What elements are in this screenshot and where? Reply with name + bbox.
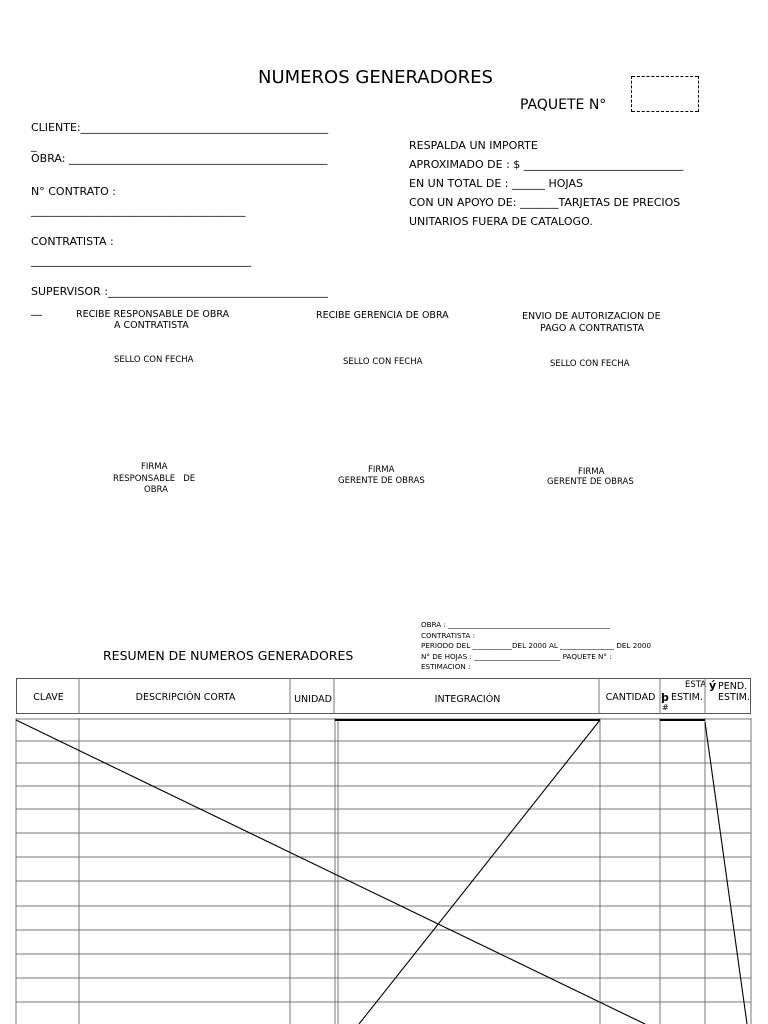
col-unidad-header: UNIDAD (294, 694, 332, 705)
importe-line-1: RESPALDA UN IMPORTE (409, 139, 538, 152)
col-pend-header-2: ESTIM. (718, 692, 750, 703)
summary-periodo: PERIODO DEL ___________DEL 2000 AL _______________ DEL 2000 (421, 641, 652, 650)
sig3-title-1: ENVIO DE AUTORIZACION DE (522, 311, 661, 322)
sig1-firma-3: OBRA (144, 485, 168, 495)
col-descripcion-header: DESCRIPCIÓN CORTA (135, 692, 236, 703)
col-estim-header: ESTIM. (671, 692, 703, 703)
hojas-line: EN UN TOTAL DE : ______ HOJAS (409, 177, 583, 190)
contratista-line: ________________________________________ (31, 254, 251, 267)
col-pend-header: PEND. (718, 681, 748, 692)
sig2-stamp: SELLO CON FECHA (343, 357, 423, 367)
cliente-trail: _ (31, 139, 37, 152)
sig1-firma-2: RESPONSABLE DE (113, 474, 196, 484)
contrato-line: _______________________________________ (31, 204, 246, 217)
sig1-title-2: A CONTRATISTA (114, 320, 189, 331)
supervisor-field: SUPERVISOR :________________________________________ (31, 285, 328, 298)
page-title: NUMEROS GENERADORES (258, 67, 493, 88)
col-clave-header: CLAVE (33, 692, 64, 703)
col-integracion-header: INTEGRACIÓN (434, 694, 501, 705)
contrato-label: N° CONTRATO : (31, 185, 116, 198)
summary-title: RESUMEN DE NUMEROS GENERADORES (103, 648, 354, 663)
summary-obra: OBRA : _____________________________________________ (421, 620, 610, 629)
cliente-field: CLIENTE:_____________________________________________ (31, 121, 329, 134)
sig3-stamp: SELLO CON FECHA (550, 359, 630, 369)
summary-estimacion: ESTIMACION : (421, 662, 471, 671)
col-estim-top: ESTA (685, 680, 707, 690)
supervisor-trail: __ (31, 303, 42, 316)
sig3-firma: FIRMA (578, 467, 605, 477)
catalogo-line: UNITARIOS FUERA DE CATALOGO. (409, 215, 593, 228)
summary-hojas: N° DE HOJAS : ________________________ PAQUETE N° : (421, 651, 612, 661)
sig2-firma: FIRMA (368, 465, 395, 475)
sig2-firma-2: GERENTE DE OBRAS (338, 476, 425, 486)
importe-line-2: APROXIMADO DE : $ _____________________________ (409, 158, 684, 171)
summary-contratista: CONTRATISTA : (421, 630, 476, 640)
col-cantidad-header: CANTIDAD (605, 692, 656, 703)
sig2-title: RECIBE GERENCIA DE OBRA (316, 310, 449, 321)
contratista-label: CONTRATISTA : (31, 235, 114, 248)
sig1-firma: FIRMA (141, 462, 168, 472)
sig1-title-1: RECIBE RESPONSABLE DE OBRA (76, 309, 230, 320)
sig1-stamp: SELLO CON FECHA (114, 355, 194, 365)
col-estim-hash: # (662, 703, 669, 712)
obra-field: OBRA: _______________________________________________ (31, 152, 328, 165)
sig3-firma-2: GERENTE DE OBRAS (547, 477, 634, 487)
col-pend-marker: ý (709, 679, 717, 692)
sig3-title-2: PAGO A CONTRATISTA (540, 323, 645, 334)
paquete-label: PAQUETE N° (520, 97, 607, 113)
col-estim-marker: þ (661, 691, 669, 704)
tarjetas-line: CON UN APOYO DE: _______TARJETAS DE PRECIOS (409, 196, 681, 209)
